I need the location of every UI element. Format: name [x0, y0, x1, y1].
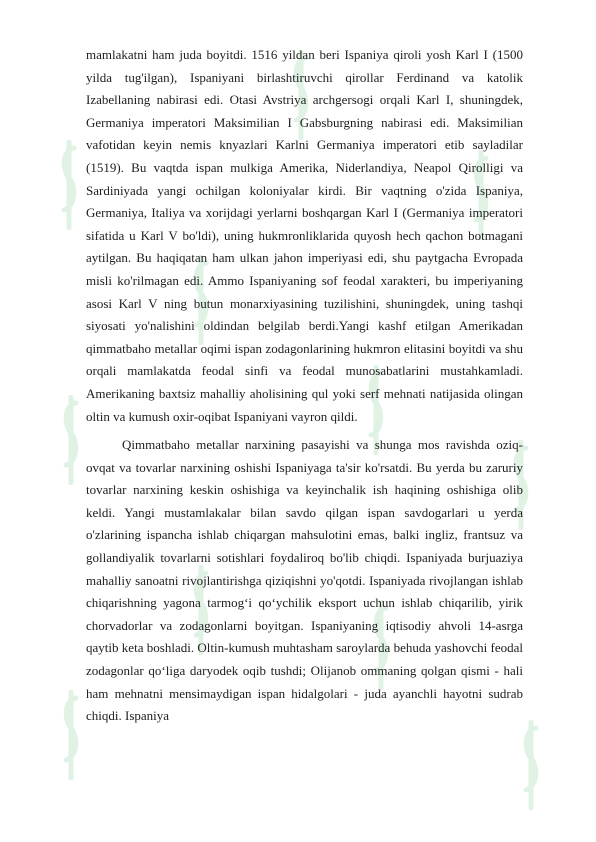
paragraph-continued: mamlakatni ham juda boyitdi. 1516 yildan beri Ispaniya qiroli yosh Karl I (1500 yilda tug'ilgan), Ispaniyani birlashtiruvchi qirollar Ferdinand va katolik Izabellaning nabirasi edi. Otasi Avstriya archgersogi orqali Karl I, shuningdek, Germaniya imperatori Maksimilian I Gabsburgning nabirasi edi. Maksimilian vafotidan keyin nemis knyazlari Karlni Germaniya imperatori etib sayladilar (1519). Bu vaqtda ispan mulkiga Amerika, Niderlandiya, Neapol Qirolligi va Sardiniyada yangi ochilgan koloniyalar kirdi. Bir vaqtning o'zida Ispaniya, Germaniya, Italiya va xorijdagi yerlarni boshqargan Karl I (Germaniya imperatori sifatida u Karl V bo'ldi), uning hukmronliklarida quyosh hech qachon botmagani aytilgan. Bu haqiqatan ham ulkan jahon imperiyasi edi, shu paytgacha Evropada misli ko'rilmagan edi. Ammo Ispaniyaning sof feodal xarakteri, bu imperiyaning asosi Karl V ning butun monarxiyasining tuzilishini, shuningdek, uning tashqi siyosati yo'nalishini oldindan belgilab berdi.Yangi kashf etilgan Amerikadan qimmatbaho metallar oqimi ispan zodagonlarining hukmron elitasini boyitdi va shu orqali mamlakatda feodal sinfi va feodal munosabatlarini mustahkamladi. Amerikaning baxtsiz mahalliy aholisining qul yoki serf mehnati natijasida olingan oltin va kumush oxir-oqibat Ispaniyani vayron qildi. [86, 47, 523, 424]
watermark-icon [60, 690, 82, 780]
watermark-icon [60, 395, 82, 485]
watermark-icon [520, 720, 542, 810]
paragraph-precious-metals: Qimmatbaho metallar narxining pasayishi va shunga mos ravishda oziq-ovqat va tovarlar narxining oshishi Ispaniyaga ta'sir ko'rsatdi. Bu yerda bu zaruriy tovarlar narxining keskin oshishiga va keyinchalik ish haqining oshishiga olib keldi. Yangi mustamlakalar bilan savdo qilgan ispan savdogarlari u yerda o'zlarining ispancha ishlab chiqargan mahsulotini emas, balki ingliz, frantsuz va gollandiyalik tovarlarni sotishlari foydaliroq bo'lib chiqdi. Ispaniyada burjuaziya mahalliy sanoatni rivojlantirishga qiziqishni yo'qotdi. Ispaniyada rivojlangan ishlab chiqarishning yagona tarmog‘i qo‘ychilik eksport uchun ishlab chiqarilib, yirik chorvadorlar va zodagonlarni boyitgan. Ispaniyaning iqtisodiy ahvoli 14-asrga qaytib keta boshladi. Oltin-kumush muhtasham saroylarda behuda yashovchi feodal zodagonlar qo‘liga daryodek oqib tushdi; Olijanob ommaning qolgan qismi - hali ham mehnatni mensimaydigan ispan hidalgolari - juda ayanchli hayotni sudrab chiqdi. Ispaniya [86, 437, 523, 724]
watermark-icon [58, 140, 80, 230]
document-page [86, 44, 523, 728]
